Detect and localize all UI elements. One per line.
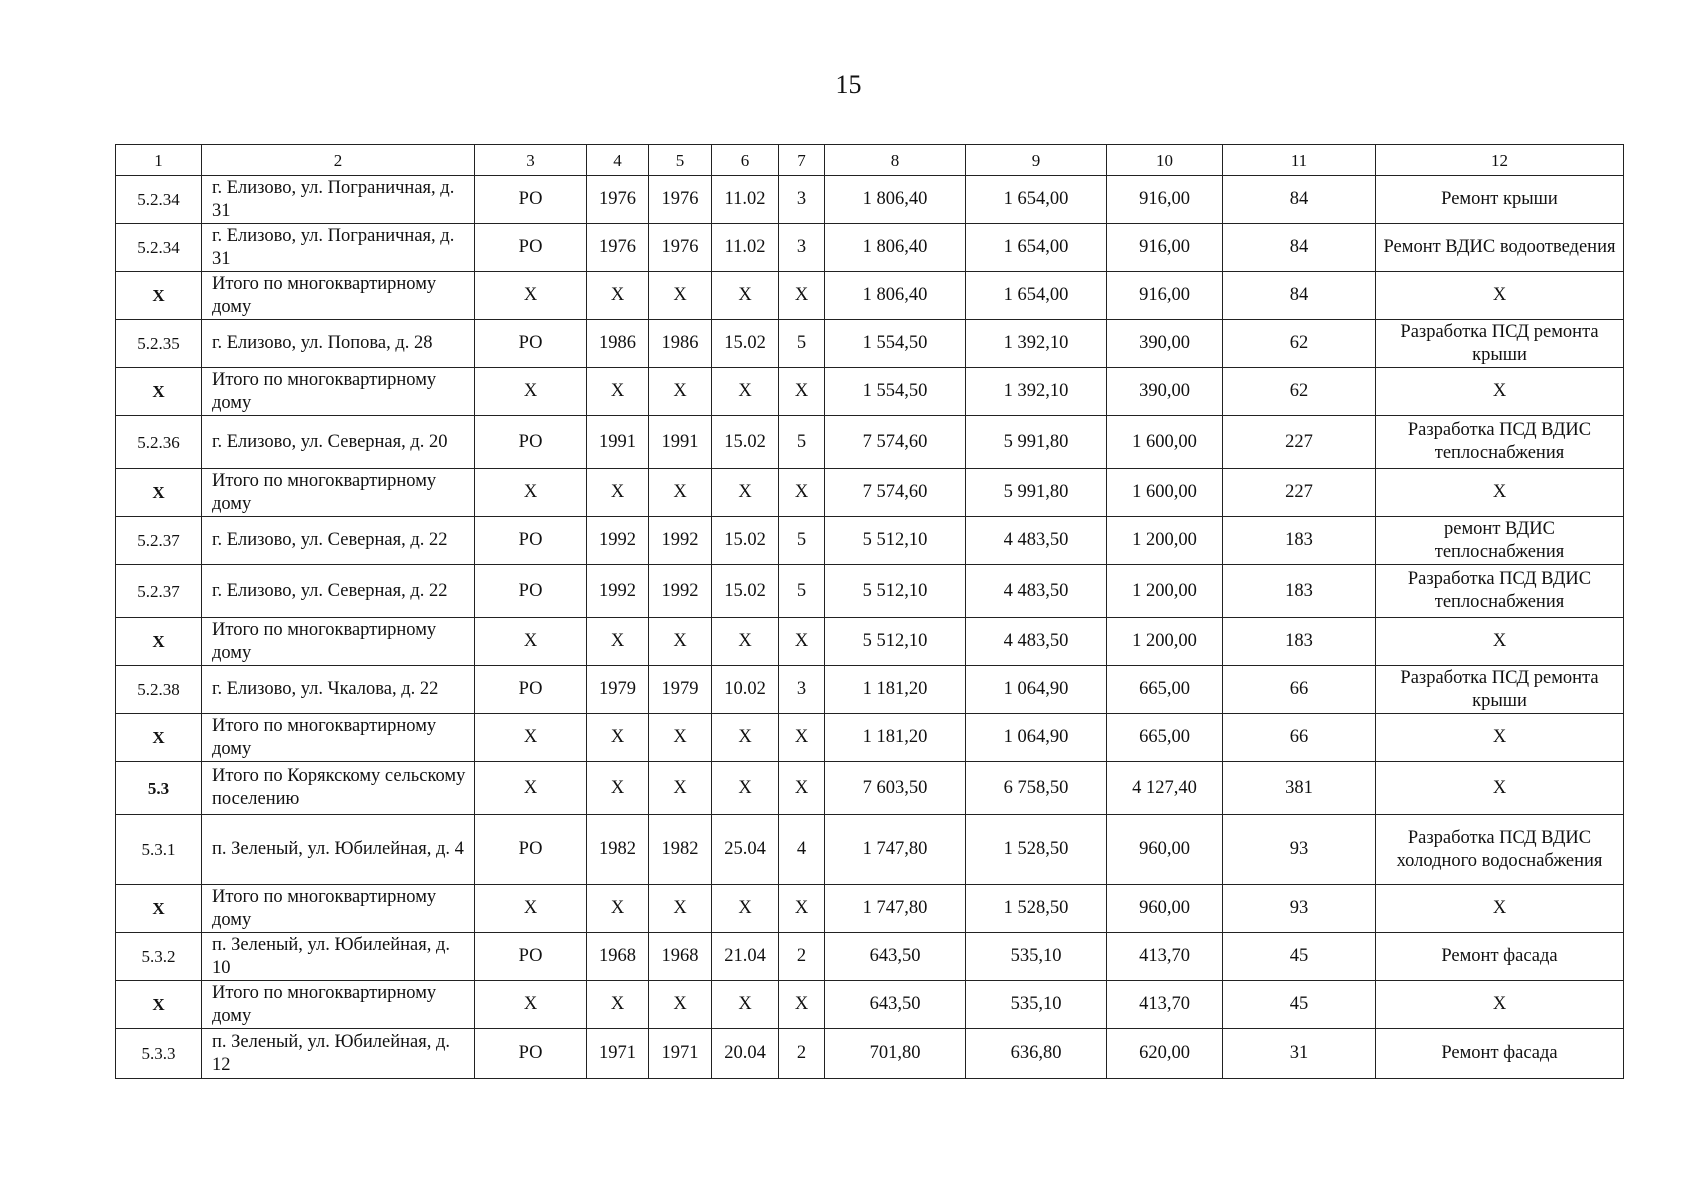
cell-estimated-cost: 916,00 [1107,176,1223,224]
cell-wall-material: Х [712,272,779,320]
cell-residents: 183 [1223,565,1376,618]
cell-item-number: Х [116,272,202,320]
cell-total-area: 643,50 [825,933,966,981]
cell-total-area: 1 181,20 [825,714,966,762]
cell-total-area: 1 806,40 [825,176,966,224]
cell-owner-method: Х [475,469,587,517]
cell-wall-material: Х [712,762,779,815]
cell-residential-area: 1 528,50 [966,815,1107,885]
cell-floors: 3 [779,224,825,272]
table-row [116,272,1624,320]
cell-floors: 5 [779,517,825,565]
column-header: 2 [202,145,475,176]
cell-item-number: 5.2.35 [116,320,202,368]
cell-work-type: Разработка ПСД ВДИС теплоснабжения [1376,565,1624,618]
cell-owner-method: Х [475,981,587,1029]
cell-owner-method: РО [475,666,587,714]
table-row [116,320,1624,368]
cell-item-number: 5.2.36 [116,416,202,469]
cell-floors: Х [779,714,825,762]
cell-wall-material: 15.02 [712,416,779,469]
column-header: 9 [966,145,1107,176]
cell-work-type: Х [1376,272,1624,320]
cell-work-type: Х [1376,762,1624,815]
cell-year-commissioned: Х [649,762,712,815]
cell-item-number: 5.3.3 [116,1029,202,1079]
cell-year-built: 1976 [587,176,649,224]
cell-address: г. Елизово, ул. Чкалова, д. 22 [202,666,475,714]
cell-year-built: 1982 [587,815,649,885]
cell-residential-area: 1 064,90 [966,666,1107,714]
cell-year-commissioned: Х [649,469,712,517]
cell-item-number: Х [116,714,202,762]
cell-owner-method: Х [475,714,587,762]
cell-item-number: Х [116,368,202,416]
cell-item-number: Х [116,469,202,517]
cell-work-type: Ремонт фасада [1376,933,1624,981]
cell-floors: 2 [779,933,825,981]
table-row [116,368,1624,416]
table-row [116,224,1624,272]
cell-estimated-cost: 960,00 [1107,815,1223,885]
cell-total-area: 5 512,10 [825,618,966,666]
cell-floors: Х [779,469,825,517]
cell-address: п. Зеленый, ул. Юбилейная, д. 10 [202,933,475,981]
cell-floors: Х [779,981,825,1029]
table-row [116,1029,1624,1079]
repair-program-table [115,144,1624,1079]
column-header: 1 [116,145,202,176]
cell-residents: 381 [1223,762,1376,815]
cell-owner-method: РО [475,815,587,885]
cell-item-number: 5.2.38 [116,666,202,714]
cell-residents: 227 [1223,416,1376,469]
cell-year-built: Х [587,762,649,815]
column-header: 4 [587,145,649,176]
cell-year-commissioned: Х [649,885,712,933]
column-header: 6 [712,145,779,176]
cell-total-area: 1 554,50 [825,320,966,368]
cell-residential-area: 5 991,80 [966,469,1107,517]
cell-estimated-cost: 665,00 [1107,666,1223,714]
cell-work-type: Х [1376,714,1624,762]
cell-year-built: 1979 [587,666,649,714]
cell-residents: 183 [1223,618,1376,666]
cell-residential-area: 1 392,10 [966,368,1107,416]
header-row [116,145,1624,176]
table-row [116,565,1624,618]
cell-residential-area: 535,10 [966,933,1107,981]
cell-owner-method: Х [475,618,587,666]
cell-floors: 2 [779,1029,825,1079]
cell-residential-area: 1 392,10 [966,320,1107,368]
cell-total-area: 7 574,60 [825,416,966,469]
cell-wall-material: Х [712,469,779,517]
cell-residents: 227 [1223,469,1376,517]
column-header: 11 [1223,145,1376,176]
cell-total-area: 1 806,40 [825,272,966,320]
cell-year-commissioned: 1976 [649,176,712,224]
cell-floors: 5 [779,416,825,469]
cell-estimated-cost: 620,00 [1107,1029,1223,1079]
cell-estimated-cost: 1 200,00 [1107,618,1223,666]
cell-estimated-cost: 960,00 [1107,885,1223,933]
cell-owner-method: РО [475,320,587,368]
cell-year-built: 1968 [587,933,649,981]
cell-floors: 5 [779,565,825,618]
cell-residential-area: 4 483,50 [966,517,1107,565]
cell-residents: 84 [1223,272,1376,320]
cell-wall-material: 11.02 [712,176,779,224]
cell-estimated-cost: 665,00 [1107,714,1223,762]
cell-item-number: Х [116,618,202,666]
cell-year-commissioned: 1986 [649,320,712,368]
table-row [116,714,1624,762]
cell-year-commissioned: Х [649,981,712,1029]
cell-address: Итого по многоквартирному дому [202,618,475,666]
cell-residents: 84 [1223,224,1376,272]
column-header: 12 [1376,145,1624,176]
cell-year-commissioned: Х [649,618,712,666]
cell-work-type: Х [1376,469,1624,517]
cell-year-built: Х [587,272,649,320]
cell-work-type: Ремонт фасада [1376,1029,1624,1079]
cell-year-commissioned: 1992 [649,565,712,618]
table-row [116,618,1624,666]
cell-year-built: 1992 [587,517,649,565]
cell-work-type: ремонт ВДИС теплоснабжения [1376,517,1624,565]
column-header: 5 [649,145,712,176]
cell-wall-material: Х [712,368,779,416]
cell-owner-method: Х [475,762,587,815]
cell-wall-material: Х [712,885,779,933]
cell-residents: 93 [1223,815,1376,885]
cell-year-built: Х [587,618,649,666]
cell-address: Итого по многоквартирному дому [202,885,475,933]
cell-residents: 66 [1223,714,1376,762]
cell-owner-method: Х [475,368,587,416]
cell-floors: 3 [779,176,825,224]
cell-address: г. Елизово, ул. Северная, д. 22 [202,517,475,565]
cell-work-type: Х [1376,368,1624,416]
cell-wall-material: 10.02 [712,666,779,714]
cell-address: г. Елизово, ул. Северная, д. 20 [202,416,475,469]
cell-residents: 31 [1223,1029,1376,1079]
cell-estimated-cost: 916,00 [1107,224,1223,272]
cell-residents: 183 [1223,517,1376,565]
cell-wall-material: 21.04 [712,933,779,981]
cell-year-built: Х [587,368,649,416]
cell-residential-area: 4 483,50 [966,565,1107,618]
cell-residential-area: 5 991,80 [966,416,1107,469]
cell-residential-area: 6 758,50 [966,762,1107,815]
table-row [116,666,1624,714]
cell-residents: 45 [1223,933,1376,981]
cell-residential-area: 636,80 [966,1029,1107,1079]
cell-floors: 5 [779,320,825,368]
cell-address: Итого по многоквартирному дому [202,981,475,1029]
cell-year-commissioned: 1971 [649,1029,712,1079]
cell-address: п. Зеленый, ул. Юбилейная, д. 4 [202,815,475,885]
column-header: 8 [825,145,966,176]
cell-total-area: 7 603,50 [825,762,966,815]
cell-year-commissioned: 1982 [649,815,712,885]
table-row [116,933,1624,981]
cell-address: Итого по многоквартирному дому [202,272,475,320]
cell-wall-material: 11.02 [712,224,779,272]
cell-residents: 66 [1223,666,1376,714]
cell-total-area: 701,80 [825,1029,966,1079]
cell-work-type: Разработка ПСД ремонта крыши [1376,320,1624,368]
cell-total-area: 643,50 [825,981,966,1029]
cell-residential-area: 1 654,00 [966,224,1107,272]
cell-estimated-cost: 1 200,00 [1107,517,1223,565]
page-number: 15 [835,70,862,99]
cell-work-type: Х [1376,618,1624,666]
table-row [116,885,1624,933]
cell-item-number: 5.3.1 [116,815,202,885]
cell-address: г. Елизово, ул. Пограничная, д. 31 [202,224,475,272]
cell-estimated-cost: 1 600,00 [1107,416,1223,469]
cell-work-type: Разработка ПСД ремонта крыши [1376,666,1624,714]
cell-estimated-cost: 413,70 [1107,981,1223,1029]
cell-residents: 93 [1223,885,1376,933]
cell-residents: 62 [1223,320,1376,368]
cell-address: г. Елизово, ул. Попова, д. 28 [202,320,475,368]
cell-owner-method: РО [475,565,587,618]
cell-year-commissioned: 1976 [649,224,712,272]
table-row [116,176,1624,224]
cell-year-built: Х [587,981,649,1029]
cell-owner-method: Х [475,272,587,320]
cell-year-built: 1991 [587,416,649,469]
cell-floors: 3 [779,666,825,714]
cell-item-number: 5.3.2 [116,933,202,981]
cell-floors: Х [779,272,825,320]
table-body [116,176,1624,1079]
cell-item-number: Х [116,885,202,933]
cell-wall-material: Х [712,618,779,666]
cell-total-area: 1 181,20 [825,666,966,714]
cell-year-built: Х [587,714,649,762]
cell-wall-material: Х [712,981,779,1029]
cell-year-commissioned: 1979 [649,666,712,714]
cell-estimated-cost: 1 200,00 [1107,565,1223,618]
column-header: 10 [1107,145,1223,176]
cell-estimated-cost: 916,00 [1107,272,1223,320]
cell-estimated-cost: 390,00 [1107,368,1223,416]
cell-year-built: Х [587,469,649,517]
cell-year-built: 1976 [587,224,649,272]
cell-estimated-cost: 390,00 [1107,320,1223,368]
cell-total-area: 5 512,10 [825,517,966,565]
cell-owner-method: Х [475,885,587,933]
cell-work-type: Разработка ПСД ВДИС теплоснабжения [1376,416,1624,469]
cell-residential-area: 1 654,00 [966,176,1107,224]
cell-address: Итого по многоквартирному дому [202,368,475,416]
cell-item-number: Х [116,981,202,1029]
cell-owner-method: РО [475,224,587,272]
cell-residential-area: 4 483,50 [966,618,1107,666]
table-row [116,416,1624,469]
cell-item-number: 5.3 [116,762,202,815]
cell-item-number: 5.2.34 [116,224,202,272]
cell-total-area: 1 806,40 [825,224,966,272]
cell-estimated-cost: 1 600,00 [1107,469,1223,517]
cell-residents: 62 [1223,368,1376,416]
cell-work-type: Ремонт крыши [1376,176,1624,224]
cell-wall-material: 25.04 [712,815,779,885]
cell-floors: Х [779,885,825,933]
cell-address: Итого по многоквартирному дому [202,469,475,517]
cell-floors: Х [779,762,825,815]
cell-address: Итого по Корякскому сельскому поселению [202,762,475,815]
cell-address: Итого по многоквартирному дому [202,714,475,762]
cell-estimated-cost: 413,70 [1107,933,1223,981]
cell-total-area: 1 747,80 [825,815,966,885]
cell-work-type: Ремонт ВДИС водоотведения [1376,224,1624,272]
cell-address: г. Елизово, ул. Пограничная, д. 31 [202,176,475,224]
cell-wall-material: 15.02 [712,565,779,618]
cell-residential-area: 1 654,00 [966,272,1107,320]
table-row [116,815,1624,885]
cell-residential-area: 535,10 [966,981,1107,1029]
cell-wall-material: 15.02 [712,517,779,565]
table-row [116,981,1624,1029]
cell-wall-material: Х [712,714,779,762]
cell-year-commissioned: Х [649,368,712,416]
cell-year-built: 1992 [587,565,649,618]
cell-year-built: Х [587,885,649,933]
cell-address: п. Зеленый, ул. Юбилейная, д. 12 [202,1029,475,1079]
cell-estimated-cost: 4 127,40 [1107,762,1223,815]
cell-work-type: Х [1376,981,1624,1029]
cell-item-number: 5.2.34 [116,176,202,224]
column-header: 7 [779,145,825,176]
cell-floors: 4 [779,815,825,885]
cell-residents: 84 [1223,176,1376,224]
cell-owner-method: РО [475,933,587,981]
cell-residential-area: 1 064,90 [966,714,1107,762]
cell-work-type: Разработка ПСД ВДИС холодного водоснабжения [1376,815,1624,885]
cell-residents: 45 [1223,981,1376,1029]
cell-owner-method: РО [475,416,587,469]
table-row [116,517,1624,565]
cell-item-number: 5.2.37 [116,565,202,618]
cell-total-area: 1 554,50 [825,368,966,416]
cell-total-area: 1 747,80 [825,885,966,933]
column-header: 3 [475,145,587,176]
cell-floors: Х [779,618,825,666]
cell-total-area: 5 512,10 [825,565,966,618]
cell-year-commissioned: Х [649,714,712,762]
cell-year-commissioned: 1991 [649,416,712,469]
cell-floors: Х [779,368,825,416]
cell-year-commissioned: 1968 [649,933,712,981]
cell-residential-area: 1 528,50 [966,885,1107,933]
cell-wall-material: 15.02 [712,320,779,368]
cell-year-commissioned: Х [649,272,712,320]
cell-owner-method: РО [475,1029,587,1079]
cell-year-commissioned: 1992 [649,517,712,565]
cell-year-built: 1986 [587,320,649,368]
cell-item-number: 5.2.37 [116,517,202,565]
cell-address: г. Елизово, ул. Северная, д. 22 [202,565,475,618]
cell-owner-method: РО [475,517,587,565]
table-row [116,762,1624,815]
cell-work-type: Х [1376,885,1624,933]
cell-owner-method: РО [475,176,587,224]
cell-year-built: 1971 [587,1029,649,1079]
cell-wall-material: 20.04 [712,1029,779,1079]
table-row [116,469,1624,517]
cell-total-area: 7 574,60 [825,469,966,517]
